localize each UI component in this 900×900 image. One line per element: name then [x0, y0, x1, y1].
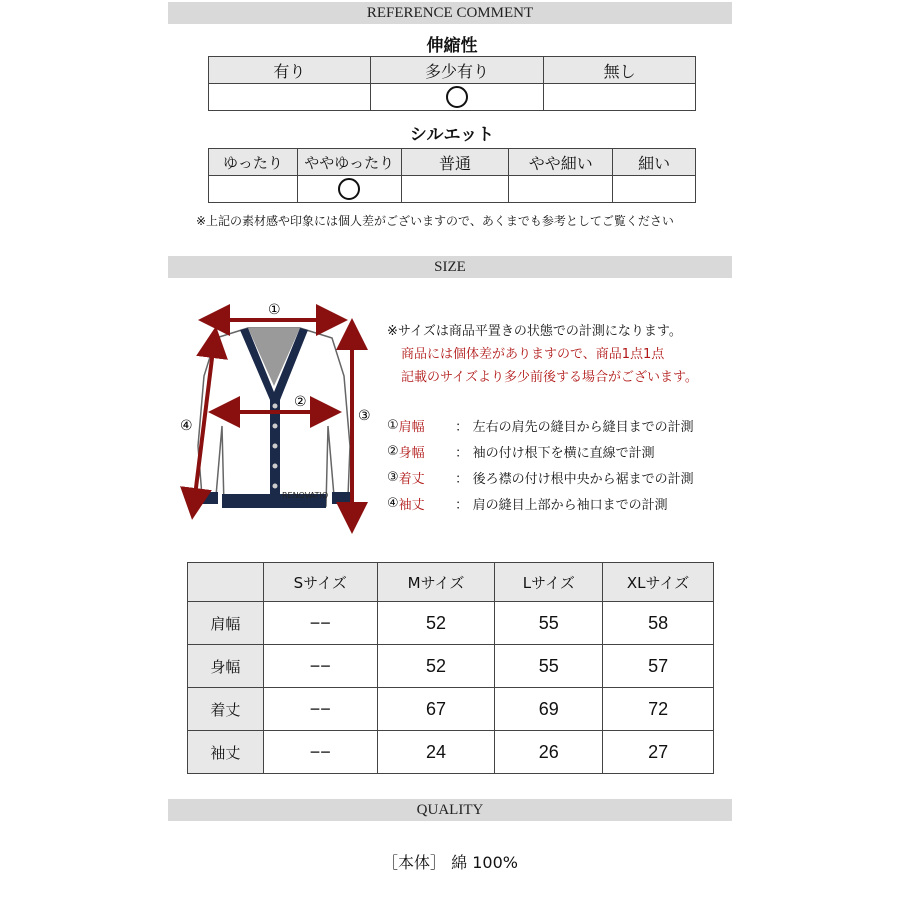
definition-colon: ： [455, 497, 469, 513]
definition-term: 着丈 [398, 471, 425, 487]
marker-3: ③ [358, 408, 371, 424]
table-row [188, 688, 714, 731]
size-cell: 26 [495, 731, 603, 774]
silhouette-option: 普通 [401, 149, 509, 176]
table-row [188, 602, 714, 645]
marker-2: ② [294, 394, 307, 410]
stretch-cell [370, 84, 544, 111]
size-row-label: 袖丈 [188, 731, 264, 774]
size-cell: 52 [377, 645, 495, 688]
marker-1: ① [268, 302, 281, 318]
size-row-label: 身幅 [188, 645, 264, 688]
size-cell: 55 [495, 645, 603, 688]
silhouette-option: 細い [613, 149, 696, 176]
size-cell: 69 [495, 688, 603, 731]
silhouette-cell [401, 176, 509, 203]
size-cell: 24 [377, 731, 495, 774]
silhouette-cell [509, 176, 613, 203]
button-dot-icon [273, 484, 278, 489]
size-info [387, 320, 698, 389]
size-cell: 72 [603, 688, 714, 731]
size-cell: −− [263, 688, 377, 731]
definition-colon: ： [455, 445, 469, 461]
button-dot-icon [273, 464, 278, 469]
definition-row [387, 464, 694, 490]
selected-circle-icon [446, 86, 468, 108]
size-column-header: XLサイズ [603, 563, 714, 602]
stretch-option: 無し [544, 57, 696, 84]
size-row-label: 肩幅 [188, 602, 264, 645]
silhouette-cell [613, 176, 696, 203]
definition-row [387, 438, 694, 464]
stretch-mark-row [209, 84, 696, 111]
definition-desc: 左右の肩先の縫目から縫目までの計測 [472, 419, 694, 435]
definition-desc: 後ろ襟の付け根中央から裾までの計測 [472, 471, 694, 487]
definition-colon: ： [455, 471, 469, 487]
silhouette-header-row [209, 149, 696, 176]
stretch-title: 伸縮性 [426, 36, 478, 56]
definition-num: ④ [387, 495, 399, 511]
definition-num: ① [387, 417, 399, 433]
definition-row [387, 412, 694, 438]
silhouette-cell [209, 176, 298, 203]
silhouette-option: ややゆったり [297, 149, 401, 176]
size-cell: −− [263, 602, 377, 645]
silhouette-table [208, 148, 696, 203]
button-dot-icon [273, 444, 278, 449]
size-cell: 52 [377, 602, 495, 645]
stretch-cell [544, 84, 696, 111]
info-line-2: 商品には個体差がありますので、商品1点1点 [401, 347, 665, 362]
size-cell: 67 [377, 688, 495, 731]
size-cell: 55 [495, 602, 603, 645]
size-row-label: 着丈 [188, 688, 264, 731]
button-dot-icon [273, 404, 278, 409]
cardigan-cuff-icon [200, 492, 218, 504]
table-row [188, 645, 714, 688]
size-corner-cell [188, 563, 264, 602]
measurement-definitions [387, 412, 694, 516]
button-dot-icon [273, 424, 278, 429]
quality-bar: QUALITY [168, 799, 732, 821]
size-cell: 27 [603, 731, 714, 774]
stretch-option: 多少有り [370, 57, 544, 84]
info-line-1: ※サイズは商品平置きの状態での計測になります。 [387, 324, 682, 339]
silhouette-option: ゆったり [209, 149, 298, 176]
silhouette-option: やや細い [509, 149, 613, 176]
size-header-row [188, 563, 714, 602]
cardigan-diagram [176, 296, 376, 536]
size-cell: 57 [603, 645, 714, 688]
definition-term: 肩幅 [398, 419, 425, 435]
material-text: ［本体］ 綿 100% [382, 853, 518, 872]
definition-term: 身幅 [398, 445, 425, 461]
table-row [188, 731, 714, 774]
silhouette-mark-row [209, 176, 696, 203]
size-bar: SIZE [168, 256, 732, 278]
silhouette-title: シルエット [409, 125, 495, 145]
reference-note: ※上記の素材感や印象には個人差がございますので、あくまでも参考としてご覧ください [196, 214, 674, 228]
silhouette-cell [297, 176, 401, 203]
definition-num: ③ [387, 469, 399, 485]
size-cell: −− [263, 645, 377, 688]
size-cell: −− [263, 731, 377, 774]
stretch-table [208, 56, 696, 111]
definition-colon: ： [455, 419, 469, 435]
size-column-header: Mサイズ [377, 563, 495, 602]
diagram-tag: RENOVATIO [282, 491, 329, 500]
size-column-header: Lサイズ [495, 563, 603, 602]
size-column-header: Sサイズ [263, 563, 377, 602]
stretch-option: 有り [209, 57, 371, 84]
definition-desc: 肩の縫目上部から袖口までの計測 [472, 497, 668, 513]
cardigan-cuff-icon [332, 492, 350, 504]
stretch-header-row [209, 57, 696, 84]
definition-num: ② [387, 443, 399, 459]
marker-4: ④ [180, 418, 193, 434]
size-table [187, 562, 714, 774]
info-line-3: 記載のサイズより多少前後する場合がございます。 [401, 370, 698, 385]
size-cell: 58 [603, 602, 714, 645]
reference-comment-bar: REFERENCE COMMENT [168, 2, 732, 24]
definition-term: 袖丈 [398, 497, 425, 513]
definition-desc: 袖の付け根下を横に直線で計測 [472, 445, 655, 461]
stretch-cell [209, 84, 371, 111]
selected-circle-icon [338, 178, 360, 200]
definition-row [387, 490, 694, 516]
